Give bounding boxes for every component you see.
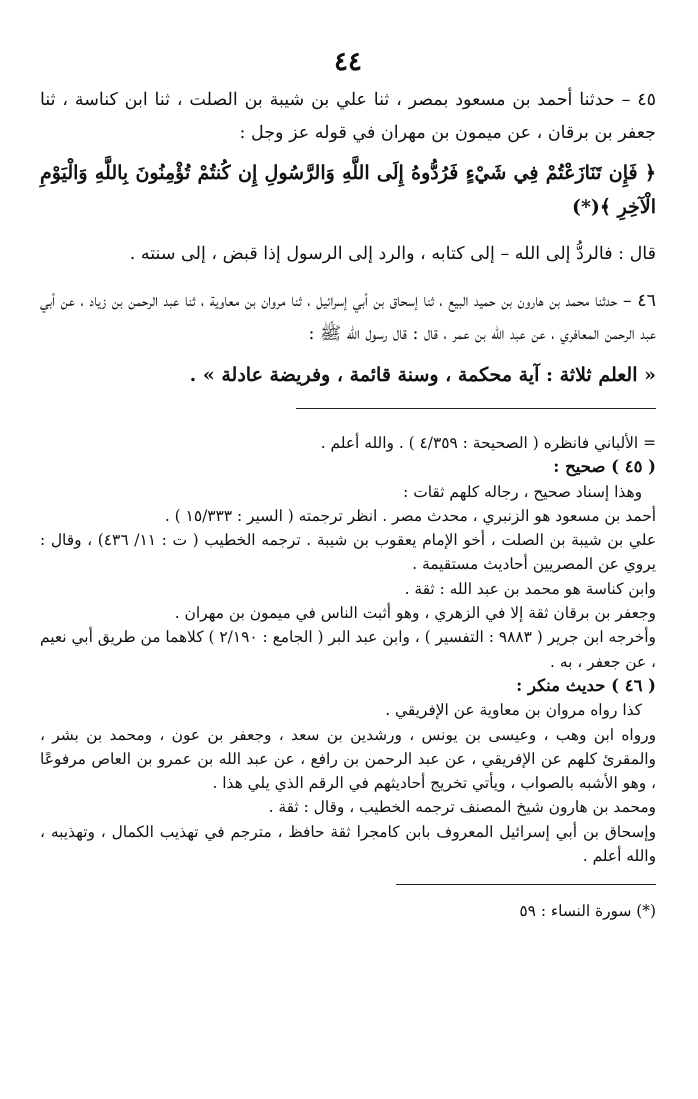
note-heading-45: ( ٤٥ ) صحيح : [553,457,656,477]
note-line: ورواه ابن وهب ، وعيسى بن يونس ، ورشدين بن سعد ، وجعفر بن عون ، ومحمد بن بشر ، والمقرئ كلهم عن الإفريقي ، عن عبد الرحمن بن رافع ، عن عبد الله بن عمرو بن العاص مرفوعًا ، وهو الأشبه بالصواب ، ويأتي تخريج أحاديثهم في الرقم الذي يلي هذا . [40,725,656,793]
hadith-46-isnad: ٤٦ – حدثنا محمد بن هارون بن حميد البيع ، ثنا إسحاق بن أبي إسرائيل ، ثنا مروان بن معاوية ، ثنا عبد الرحمن بن زياد ، عن أبي عبد الرحمن المعافري ، عن عبد الله بن عمر ، قال : قال رسول الله ﷺ : [40,291,656,344]
note-line: ومحمد بن هارون شيخ المصنف ترجمه الخطيب ، وقال : ثقة . [268,798,656,817]
hadith-45-commentary: قال : فالردُّ إلى الله – إلى كتابه ، والرد إلى الرسول إذا قبض ، إلى سنته . [129,244,656,264]
main-text [40,84,656,392]
quran-verse: ﴿ فَإِن تَنَازَعْتُمْ فِي شَيْءٍ فَرُدُّوهُ إِلَى اللَّهِ وَالرَّسُولِ إِن كُنتُمْ تُؤْمِنُونَ بِاللَّهِ وَالْيَوْمِ الْآخِرِ ﴾(*) [40,162,656,218]
hadith-45-isnad: ٤٥ – حدثنا أحمد بن مسعود بمصر ، ثنا علي بن شيبة بن الصلت ، ثنا ابن كناسة ، ثنا جعفر بن برقان ، عن ميمون بن مهران في قوله عز وجل : [40,90,656,143]
note-line: وهذا إسناد صحيح ، رجاله كلهم ثقات : [403,482,642,501]
notes-divider [296,408,656,409]
page-number: ٤٤ [334,47,362,77]
book-page [40,46,656,923]
note-line: أحمد بن مسعود هو الزنبري ، محدث مصر . انظر ترجمته ( السير : ١٥/٣٣٣ ) . [164,506,656,525]
note-line: وابن كناسة هو محمد بن عبد الله : ثقة . [404,579,656,598]
note-heading-46: ( ٤٦ ) حديث منكر : [516,675,656,695]
quran-footnote: (*) سورة النساء : ٥٩ [519,902,656,921]
note-line: وجعفر بن برقان ثقة إلا في الزهري ، وهو أثبت الناس في ميمون بن مهران . [174,604,656,623]
footnote-divider [396,884,656,885]
note-line: علي بن شيبة بن الصلت ، أخو الإمام يعقوب بن شيبة . ترجمه الخطيب ( ت : ١١/ ٤٣٦) ، وقال : يروي عن المصريين أحاديث مستقيمة . [40,531,656,574]
note-line: وإسحاق بن أبي إسرائيل المعروف بابن كامجرا ثقة حافظ ، مترجم في تهذيب الكمال ، وتهذيبه ، والله أعلم . [40,822,656,866]
note-line: كذا رواه مروان بن معاوية عن الإفريقي . [385,701,642,720]
footnotes-section [40,431,656,868]
note-line: وأخرجه ابن جرير ( ٩٨٨٣ : التفسير ) ، وابن عبد البر ( الجامع : ٢/١٩٠ ) كلاهما من طريق أبي نعيم ، عن جعفر ، به . [39,628,656,671]
note-line: = الألباني فانظره ( الصحيحة : ٤/٣٥٩ ) . والله أعلم . [320,434,656,452]
hadith-46-text: « العلم ثلاثة : آية محكمة ، وسنة قائمة ، وفريضة عادلة » . [189,364,656,386]
